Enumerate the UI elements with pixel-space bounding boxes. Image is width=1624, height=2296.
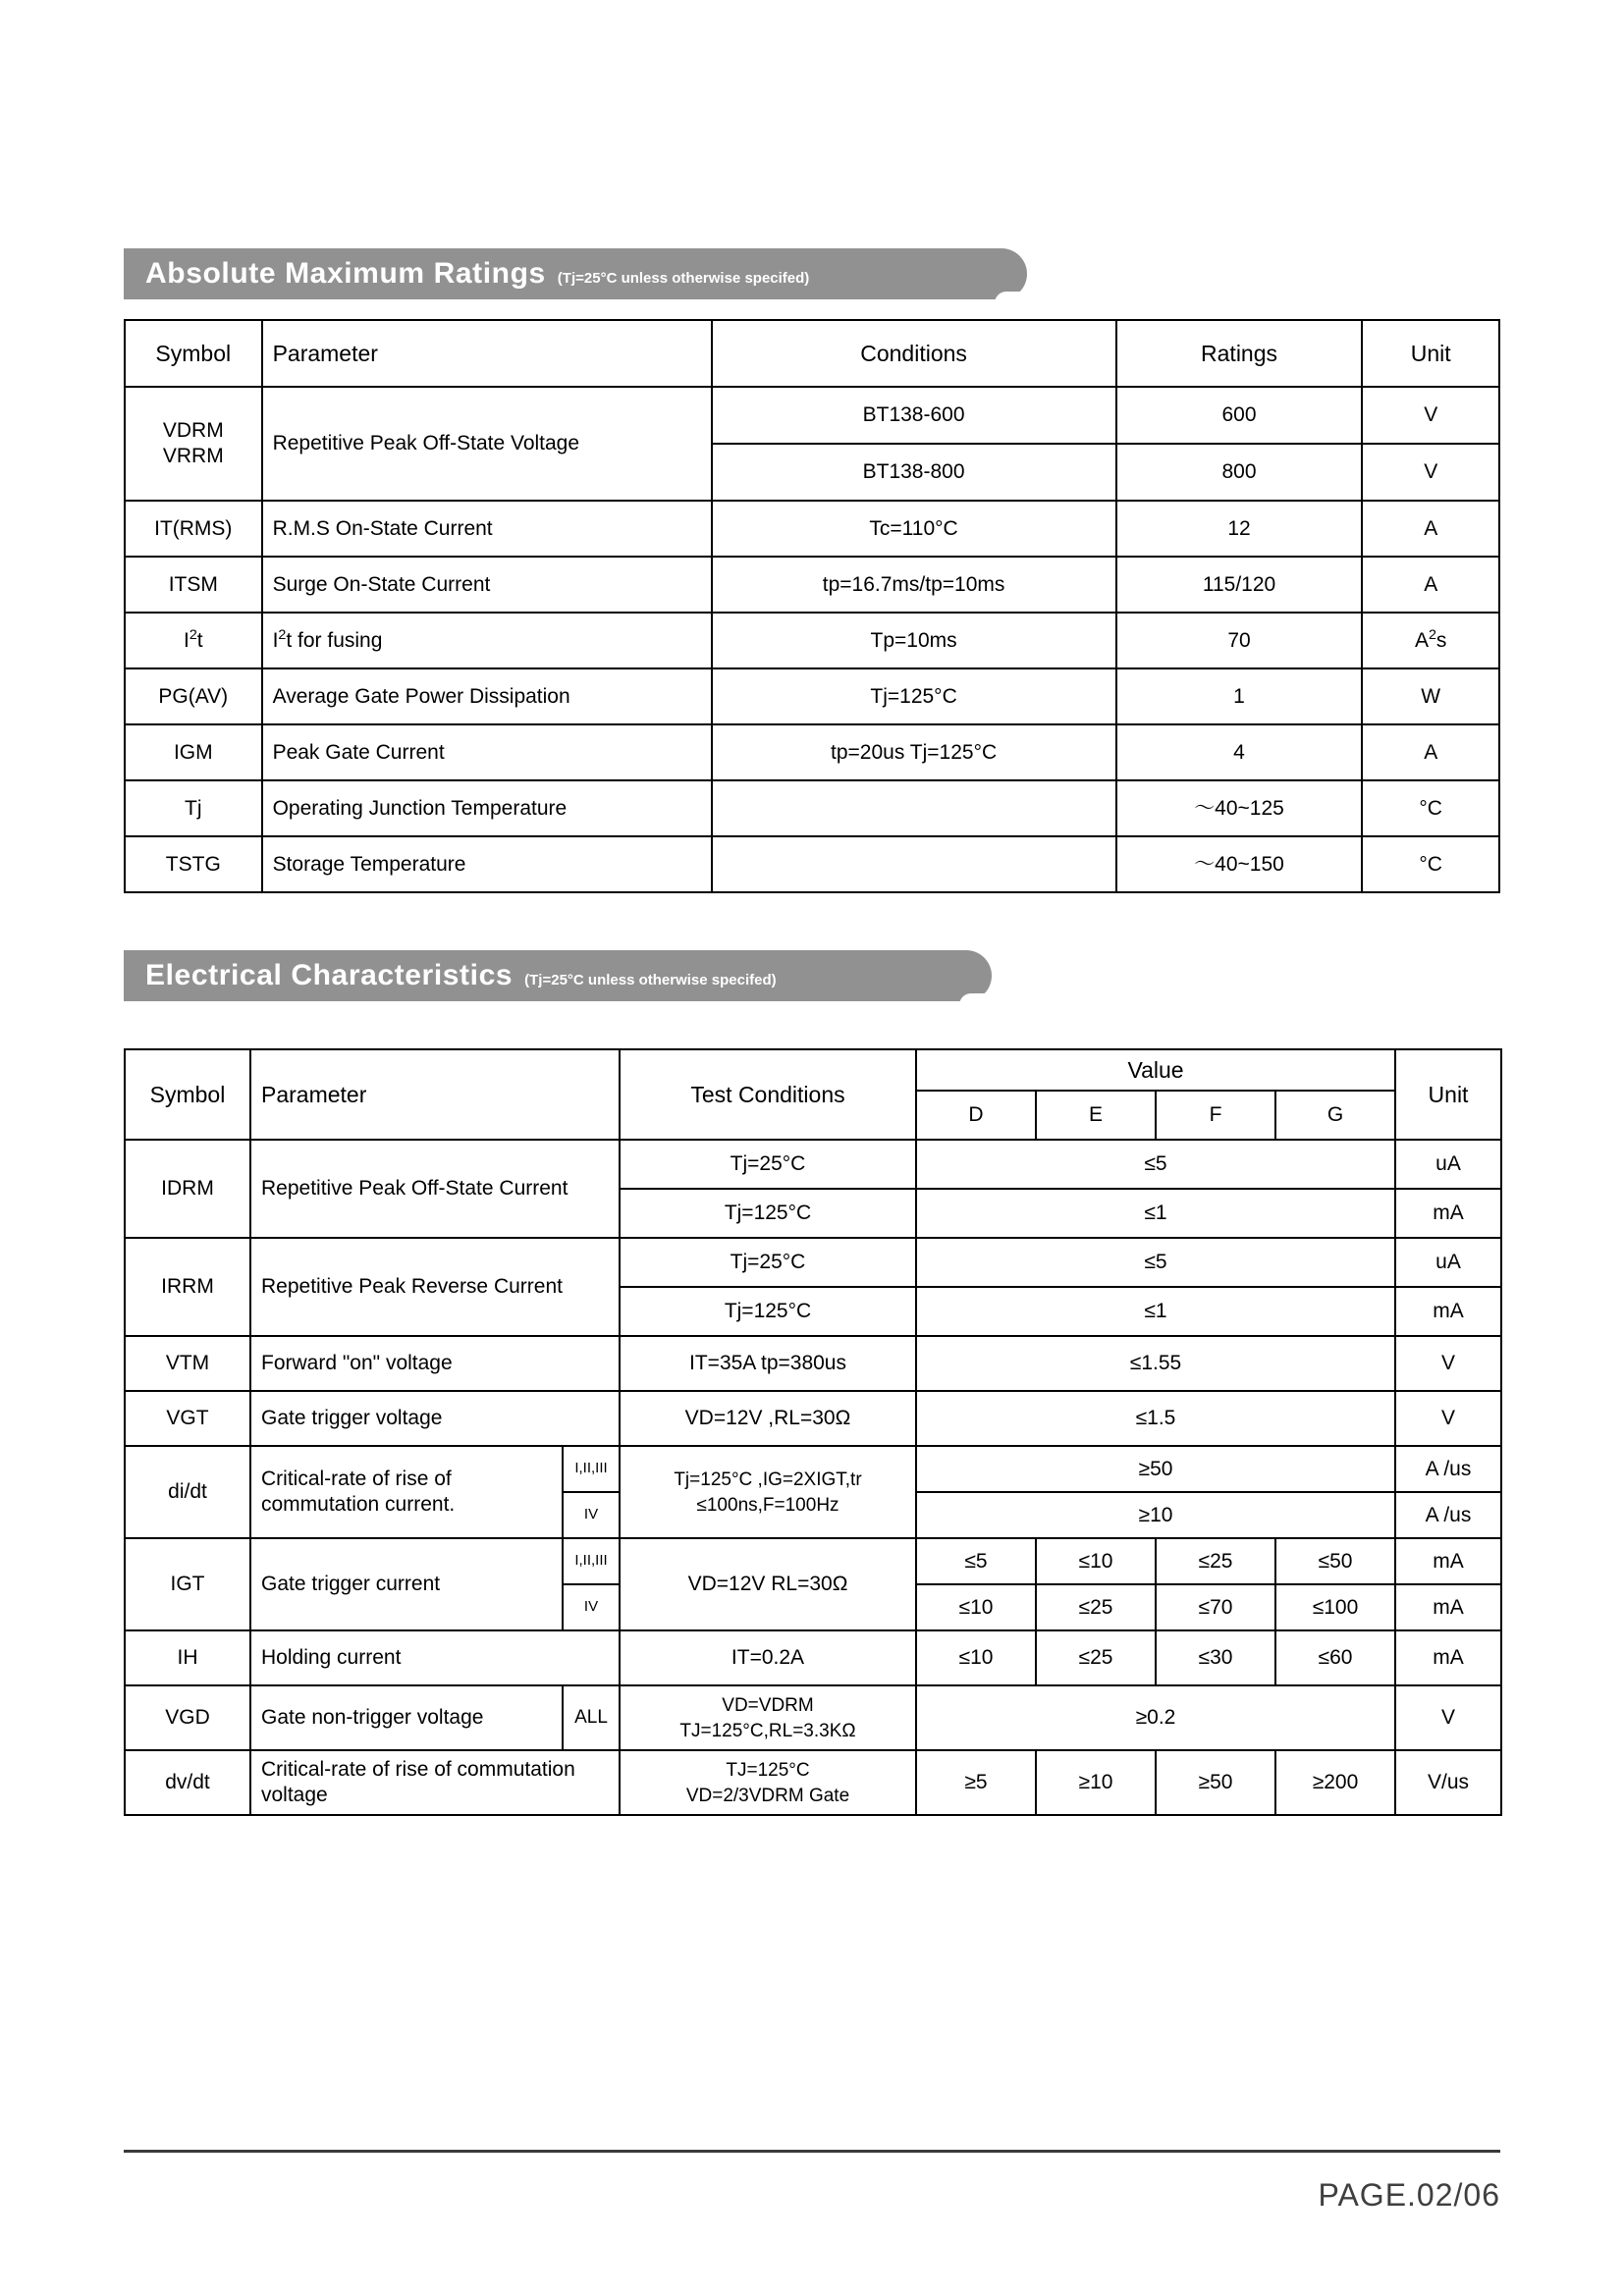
- cell-value-d: ≤10: [916, 1630, 1036, 1685]
- cell-unit: V: [1395, 1685, 1501, 1750]
- cell-rating: 1: [1116, 668, 1363, 724]
- cell-value-f: ≤70: [1156, 1584, 1275, 1630]
- cell-value-e: ≥10: [1036, 1750, 1156, 1815]
- cell-test-condition: VD=12V RL=30Ω: [620, 1538, 916, 1630]
- footer-divider: [124, 2150, 1500, 2153]
- cell-condition: [712, 780, 1116, 836]
- table-row: [125, 780, 1499, 836]
- column-header-value-d: D: [916, 1091, 1036, 1140]
- table-row: [125, 668, 1499, 724]
- cell-parameter: Peak Gate Current: [262, 724, 712, 780]
- cell-symbol: IRRM: [125, 1238, 250, 1336]
- test-condition-line-2: TJ=125°C,RL=3.3KΩ: [679, 1721, 856, 1741]
- cell-parameter: Gate non-trigger voltage: [250, 1685, 563, 1750]
- cell-symbol: VTM: [125, 1336, 250, 1391]
- table-header-row: [125, 1049, 1501, 1091]
- column-header-parameter: Parameter: [250, 1049, 620, 1140]
- cell-value-d: ≤5: [916, 1538, 1036, 1584]
- cell-unit: mA: [1395, 1538, 1501, 1584]
- cell-rating: 〜40~150: [1116, 836, 1363, 892]
- cell-unit: mA: [1395, 1630, 1501, 1685]
- cell-test-condition: [620, 1685, 916, 1750]
- table-row: [125, 1446, 1501, 1492]
- cell-parameter: Critical-rate of rise of commutation current.: [250, 1446, 563, 1538]
- cell-symbol: IGM: [125, 724, 262, 780]
- cell-unit: V: [1362, 387, 1499, 444]
- cell-unit: mA: [1395, 1189, 1501, 1238]
- cell-unit: °C: [1362, 780, 1499, 836]
- table-row: [125, 1391, 1501, 1446]
- cell-parameter: Surge On-State Current: [262, 557, 712, 613]
- cell-symbol: Tj: [125, 780, 262, 836]
- cell-value-d: ≤10: [916, 1584, 1036, 1630]
- cell-condition: Tc=110°C: [712, 501, 1116, 557]
- cell-rating: 600: [1116, 387, 1363, 444]
- column-header-value-e: E: [1036, 1091, 1156, 1140]
- table-row: [125, 1238, 1501, 1287]
- cell-parameter: Gate trigger current: [250, 1538, 563, 1630]
- cell-symbol: $I^2t$: [125, 613, 262, 668]
- cell-test-condition: Tj=125°C: [620, 1287, 916, 1336]
- test-condition-line-2: ≤100ns,F=100Hz: [696, 1495, 839, 1516]
- cell-value-e: ≤25: [1036, 1584, 1156, 1630]
- cell-condition: BT138-800: [712, 444, 1116, 501]
- cell-parameter: Holding current: [250, 1630, 620, 1685]
- table-row: [125, 836, 1499, 892]
- section-title: Absolute Maximum Ratings: [145, 257, 546, 290]
- cell-unit: A: [1362, 724, 1499, 780]
- cell-test-condition: VD=12V ,RL=30Ω: [620, 1391, 916, 1446]
- test-condition-line-1: VD=VDRM: [722, 1695, 814, 1717]
- table-row: [125, 724, 1499, 780]
- cell-unit: A /us: [1395, 1492, 1501, 1538]
- section-title: Electrical Characteristics: [145, 959, 514, 991]
- column-header-ratings: Ratings: [1116, 320, 1363, 387]
- cell-value: ≤1.55: [916, 1336, 1395, 1391]
- cell-value-e: ≤25: [1036, 1630, 1156, 1685]
- cell-symbol: ITSM: [125, 557, 262, 613]
- cell-unit: °C: [1362, 836, 1499, 892]
- cell-test-condition: IT=0.2A: [620, 1630, 916, 1685]
- section-note: (Tj=25°C unless otherwise specifed): [524, 971, 777, 988]
- cell-parameter: Repetitive Peak Off-State Voltage: [262, 387, 712, 501]
- cell-value: ≤5: [916, 1238, 1395, 1287]
- column-header-test-conditions: Test Conditions: [620, 1049, 916, 1140]
- cell-unit: V: [1395, 1336, 1501, 1391]
- column-header-symbol: Symbol: [125, 320, 262, 387]
- cell-unit: V: [1362, 444, 1499, 501]
- section-banner-absolute-maximum-ratings: [124, 248, 1027, 299]
- cell-unit: uA: [1395, 1238, 1501, 1287]
- cell-value: ≤1.5: [916, 1391, 1395, 1446]
- table-row: [125, 501, 1499, 557]
- cell-condition: Tp=10ms: [712, 613, 1116, 668]
- cell-parameter: Repetitive Peak Off-State Current: [250, 1140, 620, 1238]
- cell-unit: uA: [1395, 1140, 1501, 1189]
- cell-symbol: PG(AV): [125, 668, 262, 724]
- cell-rating: 115/120: [1116, 557, 1363, 613]
- cell-symbol: IGT: [125, 1538, 250, 1630]
- table-row: [125, 557, 1499, 613]
- cell-parameter: Operating Junction Temperature: [262, 780, 712, 836]
- cell-value: ≤1: [916, 1287, 1395, 1336]
- cell-unit: W: [1362, 668, 1499, 724]
- cell-value: ≥10: [916, 1492, 1395, 1538]
- cell-test-condition: Tj=25°C: [620, 1238, 916, 1287]
- cell-symbol: IT(RMS): [125, 501, 262, 557]
- column-header-value-g: G: [1275, 1091, 1395, 1140]
- cell-condition: BT138-600: [712, 387, 1116, 444]
- cell-unit: V/us: [1395, 1750, 1501, 1815]
- table-header-row: [125, 320, 1499, 387]
- table-row: [125, 1685, 1501, 1750]
- column-header-unit: Unit: [1395, 1049, 1501, 1140]
- cell-test-condition: [620, 1446, 916, 1538]
- cell-test-condition: Tj=125°C: [620, 1189, 916, 1238]
- cell-value-g: ≤100: [1275, 1584, 1395, 1630]
- absolute-maximum-ratings-table: [124, 319, 1500, 893]
- cell-unit: mA: [1395, 1287, 1501, 1336]
- cell-condition: tp=20us Tj=125°C: [712, 724, 1116, 780]
- cell-symbol: dv/dt: [125, 1750, 250, 1815]
- column-header-parameter: Parameter: [262, 320, 712, 387]
- cell-condition: Tj=125°C: [712, 668, 1116, 724]
- test-condition-line-2: VD=2/3VDRM Gate: [685, 1786, 850, 1806]
- table-row: [125, 1336, 1501, 1391]
- table-row: [125, 1630, 1501, 1685]
- cell-value: ≥0.2: [916, 1685, 1395, 1750]
- column-header-symbol: Symbol: [125, 1049, 250, 1140]
- table-row: [125, 1750, 1501, 1815]
- cell-unit: mA: [1395, 1584, 1501, 1630]
- table-row: [125, 387, 1499, 444]
- cell-rating: 12: [1116, 501, 1363, 557]
- cell-symbol: VGD: [125, 1685, 250, 1750]
- cell-value-g: ≤60: [1275, 1630, 1395, 1685]
- cell-value-f: ≤25: [1156, 1538, 1275, 1584]
- cell-condition: tp=16.7ms/tp=10ms: [712, 557, 1116, 613]
- cell-symbol: [125, 387, 262, 501]
- cell-parameter: Storage Temperature: [262, 836, 712, 892]
- cell-value-g: ≥200: [1275, 1750, 1395, 1815]
- cell-rating: 4: [1116, 724, 1363, 780]
- cell-unit: V: [1395, 1391, 1501, 1446]
- cell-value-d: ≥5: [916, 1750, 1036, 1815]
- section-note: (Tj=25°C unless otherwise specifed): [557, 269, 810, 287]
- cell-value-e: ≤10: [1036, 1538, 1156, 1584]
- cell-class: ALL: [563, 1685, 620, 1750]
- cell-class: I,II,III: [563, 1446, 620, 1492]
- table-row: [125, 613, 1499, 668]
- cell-test-condition: [620, 1750, 916, 1815]
- page-number: PAGE.02/06: [1318, 2177, 1500, 2213]
- cell-parameter: R.M.S On-State Current: [262, 501, 712, 557]
- test-condition-line-1: Tj=125°C ,IG=2XIGT,tr: [674, 1469, 862, 1491]
- cell-value-f: ≤30: [1156, 1630, 1275, 1685]
- cell-class: IV: [563, 1492, 620, 1538]
- cell-value: ≤5: [916, 1140, 1395, 1189]
- table-row: [125, 1140, 1501, 1189]
- cell-parameter: Repetitive Peak Reverse Current: [250, 1238, 620, 1336]
- cell-unit: $A^2s$: [1362, 613, 1499, 668]
- cell-rating: 70: [1116, 613, 1363, 668]
- cell-unit: A: [1362, 501, 1499, 557]
- cell-parameter: Average Gate Power Dissipation: [262, 668, 712, 724]
- column-header-conditions: Conditions: [712, 320, 1116, 387]
- test-condition-line-1: TJ=125°C: [726, 1760, 810, 1782]
- cell-symbol: VGT: [125, 1391, 250, 1446]
- cell-rating: 〜40~125: [1116, 780, 1363, 836]
- cell-parameter: Forward "on" voltage: [250, 1336, 620, 1391]
- cell-symbol: IH: [125, 1630, 250, 1685]
- cell-value: ≤1: [916, 1189, 1395, 1238]
- cell-value-g: ≤50: [1275, 1538, 1395, 1584]
- cell-class: IV: [563, 1584, 620, 1630]
- cell-value-f: ≥50: [1156, 1750, 1275, 1815]
- column-header-unit: Unit: [1362, 320, 1499, 387]
- cell-class: I,II,III: [563, 1538, 620, 1584]
- cell-unit: A /us: [1395, 1446, 1501, 1492]
- cell-symbol: di/dt: [125, 1446, 250, 1538]
- cell-unit: A: [1362, 557, 1499, 613]
- symbol-line-1: VDRM: [162, 419, 224, 443]
- cell-parameter: $I^2t$ for fusing: [262, 613, 712, 668]
- cell-test-condition: Tj=25°C: [620, 1140, 916, 1189]
- symbol-line-2: VRRM: [162, 445, 224, 467]
- section-banner-electrical-characteristics: [124, 950, 992, 1001]
- cell-parameter: Critical-rate of rise of commutation voltage: [250, 1750, 620, 1815]
- column-header-value-f: F: [1156, 1091, 1275, 1140]
- electrical-characteristics-table: [124, 1048, 1502, 1816]
- cell-symbol: TSTG: [125, 836, 262, 892]
- table-row: [125, 1538, 1501, 1584]
- cell-value: ≥50: [916, 1446, 1395, 1492]
- cell-symbol: IDRM: [125, 1140, 250, 1238]
- cell-rating: 800: [1116, 444, 1363, 501]
- cell-parameter: Gate trigger voltage: [250, 1391, 620, 1446]
- cell-condition: [712, 836, 1116, 892]
- column-header-value: Value: [916, 1049, 1395, 1091]
- cell-test-condition: IT=35A tp=380us: [620, 1336, 916, 1391]
